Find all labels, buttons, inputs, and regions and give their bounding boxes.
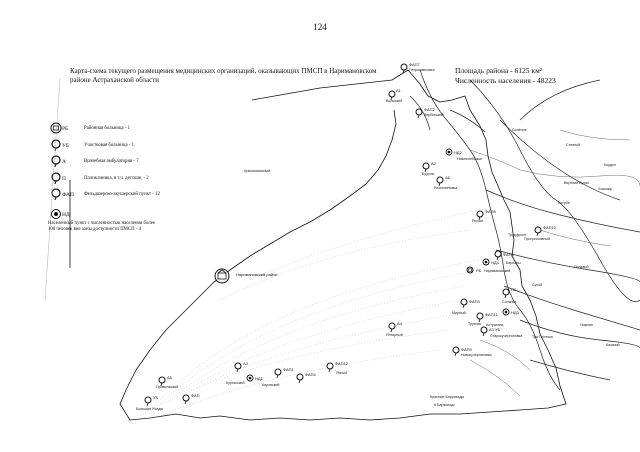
- pin-icon: [503, 289, 509, 295]
- marker: [183, 393, 200, 404]
- marker-place: Старокучергановка: [490, 334, 523, 338]
- marker-code: ФАП: [191, 393, 200, 398]
- marker: [524, 225, 557, 241]
- marker-code: А1: [396, 88, 401, 93]
- marker-code: ФАП8: [485, 209, 496, 214]
- marker: [275, 367, 294, 378]
- marker-code: УБ: [153, 395, 159, 400]
- marker-place: Барханы: [506, 261, 521, 265]
- marker-code: НД2: [454, 150, 462, 155]
- marker: [247, 375, 264, 381]
- place-label: Кордон: [604, 163, 617, 167]
- place-label: Приволжский: [156, 385, 179, 389]
- map-title: Карта-схема текущего размещения медицинских организаций, оказывающих ПМСП в Наримановском районе Астраханской области: [70, 67, 377, 84]
- marker-place: Новокучергановка: [461, 353, 492, 357]
- legend-abbr: НД: [62, 212, 70, 218]
- area-stat: Площадь района - 6125 км²: [455, 66, 543, 75]
- marker-code: П2: [511, 287, 517, 292]
- river-lines: [410, 70, 640, 390]
- place-label: Три Протока: [532, 335, 553, 339]
- marker-code: А5: [167, 375, 172, 380]
- marker-code: А3 УБ: [489, 327, 501, 332]
- marker-code: ФАП7: [409, 62, 420, 67]
- pin-icon: [495, 251, 501, 257]
- legend-abbr: ФАП: [62, 192, 74, 198]
- place-label: Хошмир: [598, 187, 612, 191]
- marker-code: ФАП11: [485, 312, 498, 317]
- marker-place: Верблюжий: [424, 113, 444, 117]
- pin-icon: [327, 363, 333, 369]
- place-label: Кумолиманский: [244, 169, 271, 173]
- place-label: Верхний Бухал: [564, 181, 590, 185]
- marker-code: ФАП2: [424, 107, 435, 112]
- place-label: Ахтуба: [558, 201, 570, 205]
- pin-icon: [297, 374, 303, 380]
- marker-code: ФАП1: [283, 367, 294, 372]
- marker: [386, 321, 403, 337]
- pin-icon: [481, 327, 487, 333]
- marker-place: Петропавловка: [409, 68, 435, 72]
- marker: [235, 361, 249, 372]
- marker-place: Трусово: [468, 322, 482, 326]
- marker: [495, 251, 514, 260]
- marker: [502, 287, 517, 304]
- marker-code: ФАП12: [335, 361, 348, 366]
- legend-text: Районная больница - 1: [84, 126, 131, 131]
- marker: [422, 161, 437, 176]
- legend-text: Участковая больница - 1: [84, 143, 134, 148]
- marker: [453, 347, 492, 357]
- pin-icon: [389, 323, 395, 329]
- frame-line: [45, 78, 60, 300]
- pin-icon: [535, 227, 541, 233]
- district-marker: [215, 269, 229, 283]
- legend-abbr: УБ: [62, 143, 70, 149]
- marker-place: Разночиновка: [434, 186, 458, 190]
- marker-code: РБ: [476, 268, 482, 273]
- pin-icon: [159, 377, 165, 383]
- marker: [386, 88, 402, 103]
- place-label: Солёное: [512, 128, 527, 132]
- marker-code: НД1: [255, 376, 263, 381]
- marker-code: А6: [445, 175, 450, 180]
- place-label: Красные Баррикады: [430, 395, 465, 399]
- pin-icon: [235, 363, 241, 369]
- marker-code: ФАП9: [461, 347, 472, 352]
- legend-abbr: РБ: [62, 126, 69, 132]
- district-label: Наримановский район: [236, 272, 278, 277]
- marker: [145, 395, 159, 406]
- marker: [297, 372, 316, 383]
- pin-icon: [275, 369, 281, 375]
- marker: [434, 175, 457, 190]
- marker-code: А2: [431, 161, 436, 166]
- pin-icon: [183, 395, 189, 401]
- pin-icon: [401, 64, 407, 70]
- marker-code: ФАП3: [469, 299, 480, 304]
- pin-icon: [145, 397, 151, 403]
- marker-place: Солянка: [502, 300, 517, 304]
- place-label: Курганский: [226, 381, 245, 385]
- marker-place: Буруны: [422, 172, 435, 176]
- legend-text: Фельдшерско-акушерский пункт - 12: [84, 192, 160, 197]
- page-number: 124: [313, 22, 327, 32]
- marker-code: ФАП4: [305, 372, 316, 377]
- marker-place: Волжский: [386, 99, 403, 103]
- district-boundary: [120, 70, 566, 420]
- pin-icon: [477, 211, 483, 217]
- marker-place: Рычан: [472, 219, 483, 223]
- marker-code: А4: [397, 321, 402, 326]
- marker-place: Прогрессивный: [524, 237, 550, 241]
- legend-abbr: П: [62, 176, 66, 182]
- legend-text: Населенный пункт с численностью населения более 100 человек вне зоны доступности ПМСП - 4: [48, 221, 155, 232]
- marker-place: Мирный: [452, 311, 466, 315]
- legend-text: Врачебная амбулатория - 7: [84, 159, 139, 164]
- place-label: Большие Исады: [136, 407, 164, 411]
- pin-icon: [477, 313, 483, 319]
- marker-code: НД3: [511, 310, 519, 315]
- place-label: Нижняя: [580, 323, 593, 327]
- pin-icon: [389, 91, 395, 97]
- place-label: К Баржанцы: [434, 403, 455, 407]
- place-label: Сухой: [532, 283, 543, 287]
- place-label: Казачий: [606, 343, 620, 347]
- place-label: Трудфронт: [508, 233, 527, 237]
- desert-hatching: [140, 210, 480, 420]
- marker-place: Нижнелебяжье: [457, 157, 483, 161]
- marker: [452, 299, 480, 315]
- pin-icon: [423, 163, 429, 169]
- marker-code: ФАП5: [503, 252, 514, 257]
- hospital-icon: [467, 267, 473, 273]
- pin-icon: [437, 177, 443, 183]
- pin-icon: [453, 347, 459, 353]
- place-label: Астрахань: [486, 323, 504, 327]
- marker: [481, 327, 522, 338]
- marker: [446, 149, 482, 161]
- marker: [503, 309, 520, 315]
- marker-place: Янтарный: [386, 333, 403, 337]
- pin-icon: [461, 299, 467, 305]
- place-label: Кировский: [262, 383, 280, 387]
- pin-icon: [416, 109, 422, 115]
- marker-code: НД4: [491, 260, 499, 265]
- population-stat: Численность населения - 48223: [455, 76, 556, 85]
- legend-abbr: А: [62, 159, 66, 165]
- place-label: Полевой: [574, 265, 589, 269]
- marker-code: А3: [243, 361, 248, 366]
- marker-code: ФАП10: [543, 225, 556, 230]
- legend-text: Поликлиника, в т.ч. детские, - 2: [84, 176, 149, 181]
- marker: [472, 209, 496, 223]
- marker-place: Наримановский: [484, 269, 511, 273]
- marker: [416, 107, 443, 118]
- place-label: Степной: [566, 143, 581, 147]
- place-label: Ясный: [336, 371, 347, 375]
